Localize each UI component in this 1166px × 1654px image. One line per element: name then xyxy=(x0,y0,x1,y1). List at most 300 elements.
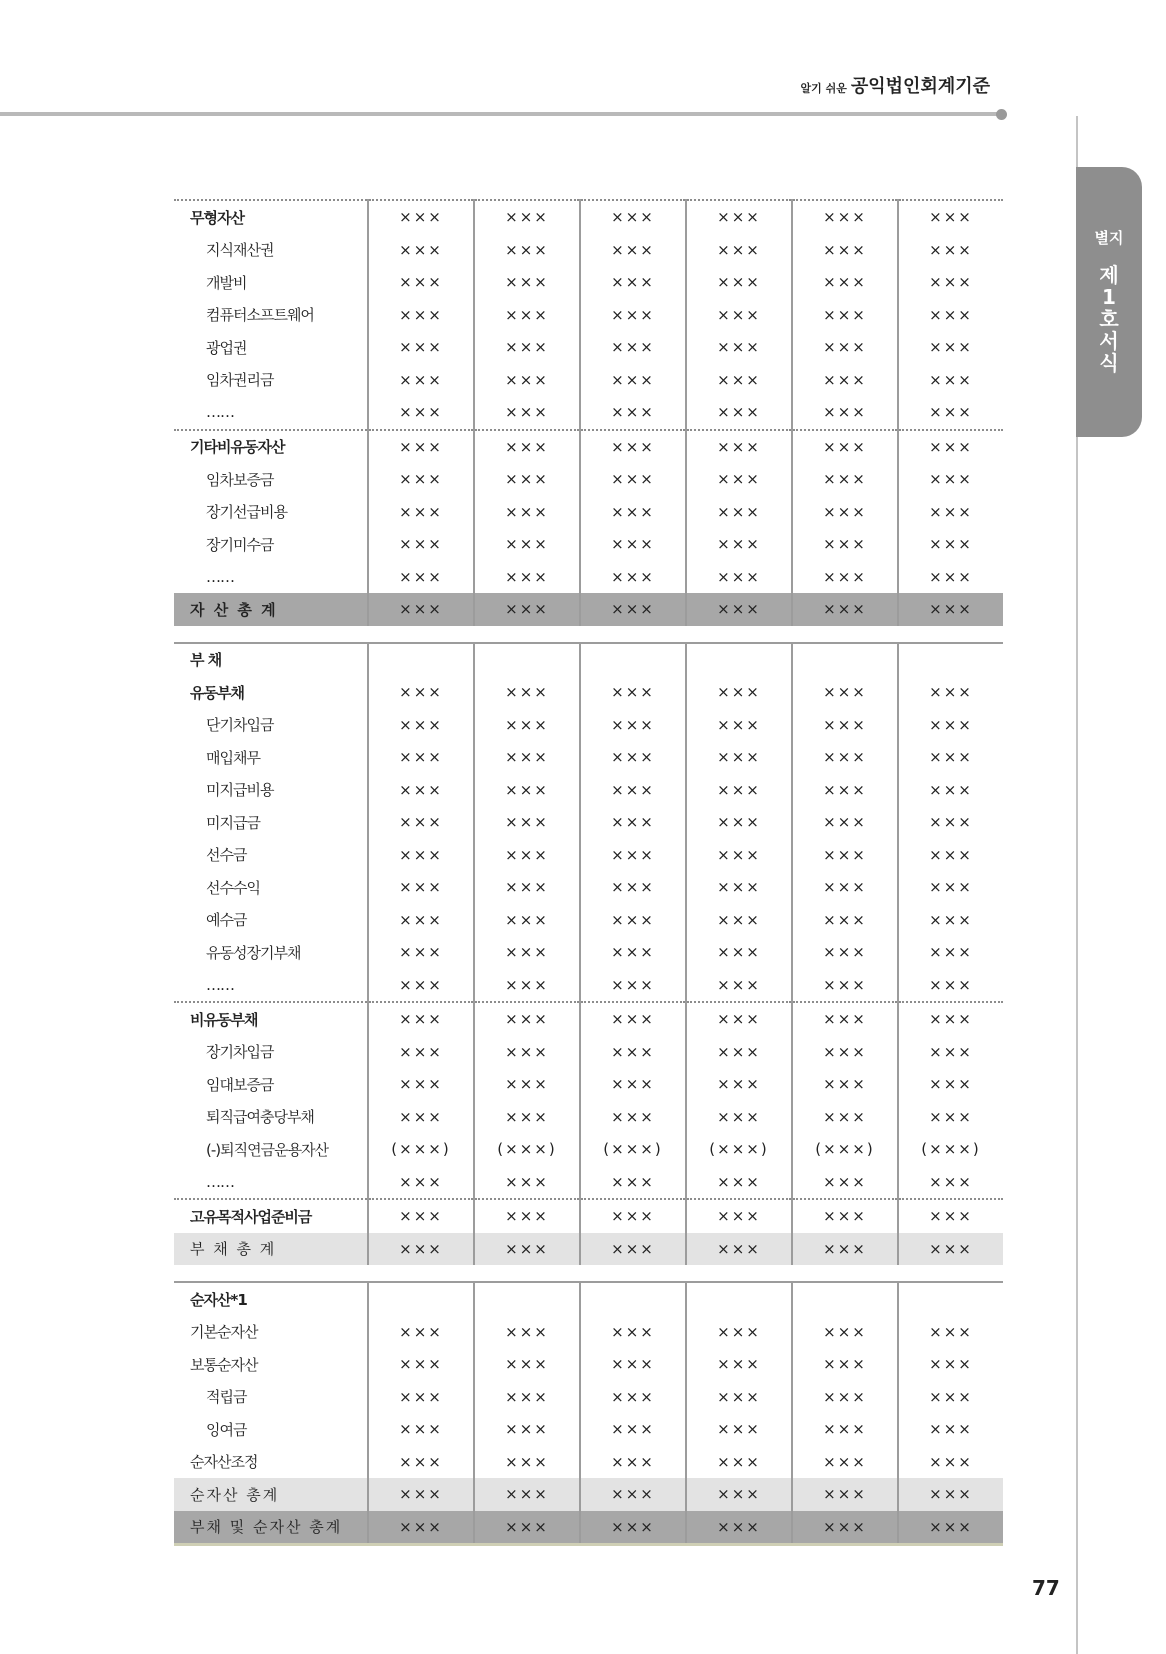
value-cell: ××× xyxy=(792,266,898,299)
side-tab-char: 제 xyxy=(1099,263,1119,287)
value-cell: ××× xyxy=(898,936,1003,969)
table-row xyxy=(174,396,1003,430)
value-cell: ××× xyxy=(580,1199,686,1233)
value-cell: ××× xyxy=(474,1478,580,1511)
value-cell: ××× xyxy=(686,676,792,709)
value-cell: ××× xyxy=(474,676,580,709)
value-cell: ××× xyxy=(368,593,474,626)
table-row xyxy=(174,1381,1003,1414)
value-cell: ××× xyxy=(368,234,474,267)
value-cell: ××× xyxy=(898,774,1003,807)
value-cell: ××× xyxy=(686,1101,792,1134)
running-header-title: 공익법인회계기준 xyxy=(850,76,990,97)
value-cell: ××× xyxy=(474,561,580,594)
table-row xyxy=(174,1101,1003,1134)
value-cell: ××× xyxy=(898,806,1003,839)
value-cell: ××× xyxy=(368,676,474,709)
table-row xyxy=(174,676,1003,709)
row-label: 임대보증금 xyxy=(206,1075,274,1094)
value-cell: ××× xyxy=(686,430,792,464)
value-cell: ××× xyxy=(792,463,898,496)
value-cell: ××× xyxy=(686,463,792,496)
table-row xyxy=(174,331,1003,364)
table-row xyxy=(174,200,1003,234)
value-cell: ××× xyxy=(580,676,686,709)
value-cell: ××× xyxy=(474,396,580,430)
value-cell: ××× xyxy=(792,871,898,904)
value-cell: ××× xyxy=(368,741,474,774)
row-label: 장기선급비용 xyxy=(206,503,287,522)
value-cell: ××× xyxy=(368,1316,474,1349)
value-cell: ××× xyxy=(474,871,580,904)
value-cell: ××× xyxy=(368,774,474,807)
value-cell: ××× xyxy=(898,561,1003,594)
value-cell: ××× xyxy=(686,1036,792,1069)
table-row xyxy=(174,1166,1003,1200)
value-cell: ××× xyxy=(898,871,1003,904)
table-row xyxy=(174,561,1003,594)
table-row xyxy=(174,1068,1003,1101)
table-row xyxy=(174,969,1003,1003)
value-cell: ××× xyxy=(898,463,1003,496)
value-cell: ××× xyxy=(686,1002,792,1036)
value-cell: ××× xyxy=(898,528,1003,561)
row-label: 선수금 xyxy=(206,846,247,865)
table-row xyxy=(174,1002,1003,1036)
value-cell: ××× xyxy=(474,331,580,364)
value-cell: ××× xyxy=(686,331,792,364)
value-cell: ××× xyxy=(474,806,580,839)
value-cell: ××× xyxy=(792,806,898,839)
value-cell: ××× xyxy=(474,741,580,774)
value-cell: ××× xyxy=(686,774,792,807)
row-label: 비유동부채 xyxy=(174,1002,368,1036)
value-cell: ××× xyxy=(474,936,580,969)
value-cell: ××× xyxy=(580,839,686,872)
row-label: …… xyxy=(206,567,234,586)
value-cell: ××× xyxy=(898,496,1003,529)
value-cell: ××× xyxy=(368,709,474,742)
value-cell: (×××) xyxy=(792,1133,898,1166)
value-cell: ××× xyxy=(792,496,898,529)
table-spacer-cell xyxy=(174,626,1003,643)
value-cell: ××× xyxy=(368,528,474,561)
value-cell xyxy=(686,1282,792,1316)
value-cell xyxy=(898,643,1003,677)
value-cell: ××× xyxy=(474,839,580,872)
value-cell: ××× xyxy=(792,774,898,807)
value-cell: ××× xyxy=(368,1413,474,1446)
value-cell: ××× xyxy=(474,266,580,299)
value-cell: ××× xyxy=(686,839,792,872)
value-cell: ××× xyxy=(898,396,1003,430)
row-label: 순자산 총계 xyxy=(174,1478,368,1511)
value-cell xyxy=(368,643,474,677)
value-cell: ××× xyxy=(580,741,686,774)
value-cell: ××× xyxy=(580,266,686,299)
row-label: 적립금 xyxy=(206,1388,247,1407)
value-cell: ××× xyxy=(686,234,792,267)
value-cell: ××× xyxy=(368,1381,474,1414)
table-row xyxy=(174,430,1003,464)
row-label: 퇴직급여충당부채 xyxy=(206,1108,314,1127)
value-cell: ××× xyxy=(474,593,580,626)
value-cell: ××× xyxy=(368,1446,474,1479)
side-tab-char: 식 xyxy=(1099,351,1119,375)
row-label: 부채 및 순자산 총계 xyxy=(174,1511,368,1545)
value-cell: ××× xyxy=(580,1348,686,1381)
table-row xyxy=(174,528,1003,561)
value-cell: ××× xyxy=(368,396,474,430)
value-cell: ××× xyxy=(792,1381,898,1414)
value-cell: ××× xyxy=(580,904,686,937)
value-cell: ××× xyxy=(792,364,898,397)
value-cell: ××× xyxy=(580,969,686,1003)
row-label: 유동성장기부채 xyxy=(206,943,301,962)
value-cell: ××× xyxy=(368,806,474,839)
value-cell: ××× xyxy=(368,871,474,904)
value-cell: ××× xyxy=(792,396,898,430)
value-cell: ××× xyxy=(368,561,474,594)
row-label: 컴퓨터소프트웨어 xyxy=(206,306,314,325)
page-number: 77 xyxy=(1032,1576,1060,1600)
table-row xyxy=(174,741,1003,774)
value-cell: ××× xyxy=(580,234,686,267)
value-cell: ××× xyxy=(792,1511,898,1545)
value-cell: ××× xyxy=(898,1002,1003,1036)
side-tab-form-number xyxy=(1099,264,1118,374)
value-cell: ××× xyxy=(580,496,686,529)
table-row xyxy=(174,1282,1003,1316)
value-cell: ××× xyxy=(368,839,474,872)
value-cell: ××× xyxy=(792,839,898,872)
value-cell: ××× xyxy=(686,1381,792,1414)
value-cell: ××× xyxy=(580,1413,686,1446)
value-cell: ××× xyxy=(898,1166,1003,1200)
table-row xyxy=(174,904,1003,937)
value-cell: ××× xyxy=(792,1166,898,1200)
value-cell: ××× xyxy=(474,1002,580,1036)
value-cell xyxy=(368,1282,474,1316)
value-cell: ××× xyxy=(898,969,1003,1003)
value-cell: ××× xyxy=(368,463,474,496)
value-cell: ××× xyxy=(580,430,686,464)
value-cell: ××× xyxy=(792,1478,898,1511)
value-cell xyxy=(898,1282,1003,1316)
value-cell: ××× xyxy=(580,561,686,594)
value-cell: ××× xyxy=(792,331,898,364)
value-cell: ××× xyxy=(474,1036,580,1069)
value-cell: ××× xyxy=(580,1166,686,1200)
row-label: 개발비 xyxy=(206,273,247,292)
value-cell: ××× xyxy=(580,1002,686,1036)
value-cell: ××× xyxy=(474,1166,580,1200)
row-label: 유동부채 xyxy=(190,683,244,702)
value-cell: ××× xyxy=(368,200,474,234)
value-cell: ××× xyxy=(898,1348,1003,1381)
table-row xyxy=(174,806,1003,839)
row-label: 부 채 총 계 xyxy=(174,1233,368,1266)
value-cell: ××× xyxy=(474,430,580,464)
value-cell xyxy=(792,1282,898,1316)
value-cell: ××× xyxy=(686,1348,792,1381)
table-spacer-row xyxy=(174,1265,1003,1282)
value-cell: ××× xyxy=(686,200,792,234)
value-cell: (×××) xyxy=(580,1133,686,1166)
value-cell: ××× xyxy=(686,299,792,332)
value-cell: ××× xyxy=(898,200,1003,234)
value-cell: ××× xyxy=(686,904,792,937)
value-cell: ××× xyxy=(474,1446,580,1479)
table-row xyxy=(174,1478,1003,1511)
value-cell: ××× xyxy=(368,1478,474,1511)
table-row xyxy=(174,709,1003,742)
table-row xyxy=(174,1511,1003,1545)
value-cell: ××× xyxy=(792,676,898,709)
value-cell: ××× xyxy=(368,936,474,969)
side-tab-char: 서 xyxy=(1099,329,1119,353)
value-cell: ××× xyxy=(580,463,686,496)
value-cell: ××× xyxy=(474,364,580,397)
value-cell: ××× xyxy=(474,528,580,561)
row-label: 무형자산 xyxy=(174,200,368,234)
value-cell xyxy=(474,1282,580,1316)
table-row xyxy=(174,1233,1003,1266)
value-cell: ××× xyxy=(792,1068,898,1101)
value-cell: ××× xyxy=(898,741,1003,774)
table-row xyxy=(174,364,1003,397)
value-cell: ××× xyxy=(792,561,898,594)
table-row xyxy=(174,1036,1003,1069)
value-cell: ××× xyxy=(474,1068,580,1101)
value-cell: ××× xyxy=(792,234,898,267)
value-cell: ××× xyxy=(368,331,474,364)
value-cell: ××× xyxy=(368,1166,474,1200)
value-cell: ××× xyxy=(580,806,686,839)
value-cell: ××× xyxy=(898,266,1003,299)
table-row xyxy=(174,936,1003,969)
value-cell: ××× xyxy=(580,528,686,561)
value-cell: ××× xyxy=(898,1233,1003,1266)
value-cell: ××× xyxy=(368,904,474,937)
row-label: 순자산*1 xyxy=(174,1282,368,1316)
row-label: 장기차입금 xyxy=(206,1043,274,1062)
row-label: 선수수익 xyxy=(206,878,260,897)
value-cell: ××× xyxy=(474,496,580,529)
value-cell: ××× xyxy=(580,299,686,332)
row-label: …… xyxy=(206,975,234,994)
value-cell: ××× xyxy=(474,709,580,742)
value-cell: ××× xyxy=(792,1101,898,1134)
value-cell: ××× xyxy=(898,430,1003,464)
value-cell: ××× xyxy=(792,741,898,774)
table-row xyxy=(174,839,1003,872)
value-cell: (×××) xyxy=(686,1133,792,1166)
value-cell: ××× xyxy=(580,331,686,364)
row-label: (-)퇴직연금운용자산 xyxy=(206,1140,329,1159)
value-cell: (×××) xyxy=(474,1133,580,1166)
value-cell: ××× xyxy=(792,1446,898,1479)
value-cell: ××× xyxy=(580,1316,686,1349)
value-cell xyxy=(474,643,580,677)
value-cell: ××× xyxy=(898,1199,1003,1233)
value-cell: ××× xyxy=(368,969,474,1003)
value-cell: (×××) xyxy=(368,1133,474,1166)
value-cell: ××× xyxy=(792,1199,898,1233)
value-cell: ××× xyxy=(898,1446,1003,1479)
value-cell: ××× xyxy=(580,1511,686,1545)
value-cell: ××× xyxy=(474,1316,580,1349)
row-label: 임차보증금 xyxy=(206,470,274,489)
value-cell: ××× xyxy=(368,1068,474,1101)
value-cell: ××× xyxy=(686,806,792,839)
value-cell: ××× xyxy=(368,266,474,299)
value-cell: ××× xyxy=(792,593,898,626)
value-cell: ××× xyxy=(792,709,898,742)
value-cell: ××× xyxy=(580,1036,686,1069)
row-label: 장기미수금 xyxy=(206,535,274,554)
value-cell: ××× xyxy=(580,200,686,234)
value-cell: ××× xyxy=(898,1511,1003,1545)
value-cell: ××× xyxy=(898,709,1003,742)
value-cell: ××× xyxy=(898,904,1003,937)
table-row xyxy=(174,1199,1003,1233)
value-cell: ××× xyxy=(368,1036,474,1069)
value-cell: ××× xyxy=(792,1413,898,1446)
value-cell: ××× xyxy=(898,1068,1003,1101)
value-cell: ××× xyxy=(474,1381,580,1414)
value-cell: ××× xyxy=(580,396,686,430)
value-cell: ××× xyxy=(686,741,792,774)
value-cell: ××× xyxy=(792,1002,898,1036)
row-label: …… xyxy=(206,403,234,422)
value-cell: ××× xyxy=(686,1511,792,1545)
row-label: 단기차입금 xyxy=(206,716,274,735)
row-label: 광업권 xyxy=(206,338,247,357)
value-cell: ××× xyxy=(474,1233,580,1266)
value-cell: ××× xyxy=(686,593,792,626)
header-rule-dot xyxy=(996,109,1007,120)
value-cell: ××× xyxy=(368,1199,474,1233)
row-label: 부 채 xyxy=(174,643,368,677)
table-row xyxy=(174,1446,1003,1479)
table-spacer-cell xyxy=(174,1265,1003,1282)
header-rule xyxy=(0,112,1006,116)
value-cell: ××× xyxy=(792,299,898,332)
value-cell: ××× xyxy=(474,904,580,937)
value-cell: ××× xyxy=(898,1101,1003,1134)
value-cell xyxy=(792,643,898,677)
table-row xyxy=(174,299,1003,332)
row-label: 예수금 xyxy=(206,911,247,930)
value-cell: ××× xyxy=(686,528,792,561)
appendix-side-tab xyxy=(1076,167,1142,437)
value-cell: ××× xyxy=(686,1446,792,1479)
value-cell: ××× xyxy=(474,1199,580,1233)
value-cell: ××× xyxy=(686,936,792,969)
value-cell: ××× xyxy=(792,1233,898,1266)
value-cell xyxy=(580,1282,686,1316)
value-cell: ××× xyxy=(686,266,792,299)
row-label: 기타비유동자산 xyxy=(174,430,368,464)
value-cell: ××× xyxy=(368,1511,474,1545)
value-cell: ××× xyxy=(686,561,792,594)
value-cell: ××× xyxy=(898,299,1003,332)
value-cell: ××× xyxy=(686,1316,792,1349)
row-label: 임차권리금 xyxy=(206,371,274,390)
row-label: 자 산 총 계 xyxy=(174,593,368,626)
table-row xyxy=(174,266,1003,299)
value-cell: ××× xyxy=(580,1068,686,1101)
value-cell: ××× xyxy=(474,1348,580,1381)
value-cell: ××× xyxy=(474,200,580,234)
value-cell: ××× xyxy=(686,1413,792,1446)
table-row xyxy=(174,774,1003,807)
value-cell: ××× xyxy=(792,1316,898,1349)
value-cell: ××× xyxy=(368,430,474,464)
value-cell: ××× xyxy=(474,463,580,496)
running-header-small: 알기 쉬운 xyxy=(800,82,847,95)
table-row xyxy=(174,1316,1003,1349)
balance-sheet-table xyxy=(174,199,1003,1546)
row-label: 미지급비용 xyxy=(206,781,274,800)
table-row xyxy=(174,234,1003,267)
value-cell: ××× xyxy=(686,871,792,904)
row-label: 순자산조정 xyxy=(190,1453,258,1472)
side-tab-char: 1 xyxy=(1102,285,1116,309)
value-cell: ××× xyxy=(580,1446,686,1479)
value-cell: ××× xyxy=(580,774,686,807)
row-label: 보통순자산 xyxy=(190,1355,258,1374)
value-cell: ××× xyxy=(474,1101,580,1134)
balance-sheet-body xyxy=(174,200,1003,1545)
value-cell: ××× xyxy=(580,1233,686,1266)
value-cell: ××× xyxy=(686,969,792,1003)
value-cell: ××× xyxy=(686,1199,792,1233)
row-label: 지식재산권 xyxy=(206,241,274,260)
side-tab-char: 호 xyxy=(1099,307,1119,331)
value-cell: ××× xyxy=(368,364,474,397)
value-cell: ××× xyxy=(898,1413,1003,1446)
table-row xyxy=(174,496,1003,529)
value-cell: ××× xyxy=(368,1002,474,1036)
value-cell: ××× xyxy=(474,969,580,1003)
value-cell: ××× xyxy=(474,1413,580,1446)
row-label: 고유목적사업준비금 xyxy=(174,1199,368,1233)
row-label: 미지급금 xyxy=(206,813,260,832)
value-cell: ××× xyxy=(898,839,1003,872)
value-cell: ××× xyxy=(580,936,686,969)
value-cell: ××× xyxy=(368,1101,474,1134)
value-cell: ××× xyxy=(368,1233,474,1266)
value-cell: ××× xyxy=(686,709,792,742)
value-cell: ××× xyxy=(686,1233,792,1266)
table-row xyxy=(174,643,1003,677)
value-cell: ××× xyxy=(686,396,792,430)
value-cell: ××× xyxy=(792,528,898,561)
value-cell: ××× xyxy=(792,904,898,937)
value-cell: ××× xyxy=(686,1166,792,1200)
value-cell: ××× xyxy=(792,430,898,464)
value-cell: ××× xyxy=(474,774,580,807)
value-cell: ××× xyxy=(474,234,580,267)
value-cell: ××× xyxy=(792,936,898,969)
value-cell: ××× xyxy=(686,496,792,529)
table-row xyxy=(174,1348,1003,1381)
value-cell: ××× xyxy=(474,299,580,332)
value-cell: ××× xyxy=(580,593,686,626)
value-cell: ××× xyxy=(368,299,474,332)
